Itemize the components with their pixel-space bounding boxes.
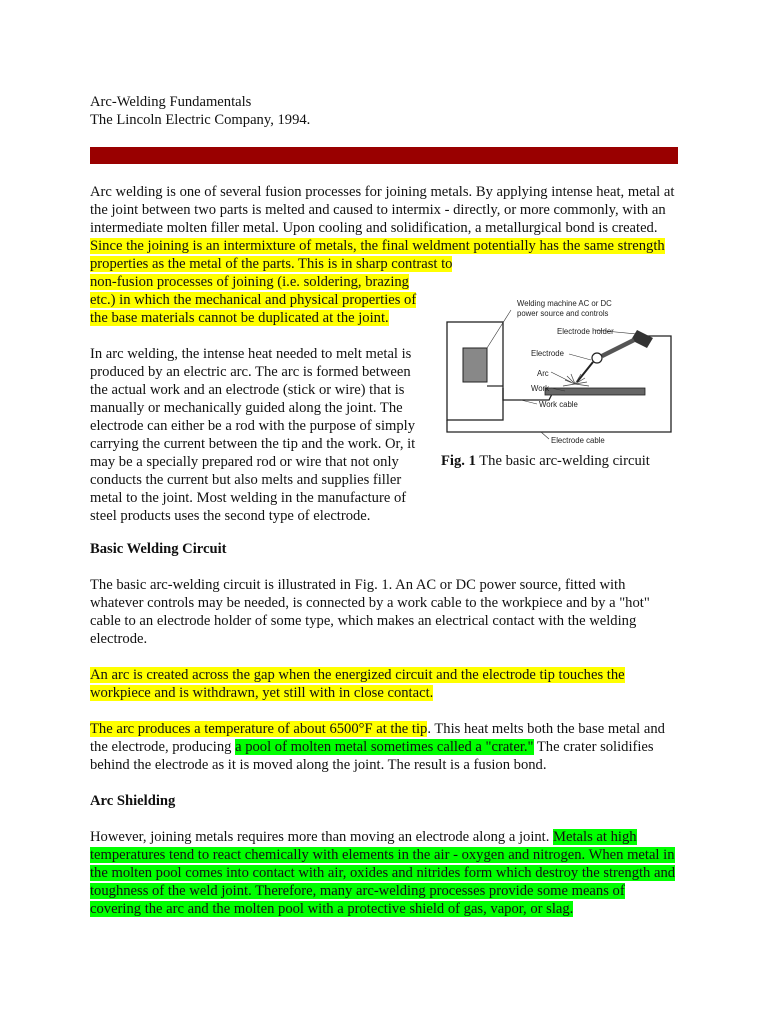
- arc-created-paragraph: [90, 666, 678, 702]
- section-heading-arc-shielding: Arc Shielding: [90, 793, 176, 809]
- figure-caption: [441, 452, 650, 470]
- label-electrode: Electrode: [531, 349, 564, 358]
- arc-paragraph: [90, 345, 430, 525]
- section-heading-basic-circuit: Basic Welding Circuit: [90, 541, 227, 557]
- intro-highlight: Since the joining is an intermixture of metals, the final weldment potentially has the same strength properties as the metal of the parts. This is in sharp contrast to: [90, 238, 665, 272]
- intro-paragraph-continued: [90, 273, 430, 327]
- welding-circuit-figure: [441, 296, 681, 448]
- arc-created-highlight: An arc is created across the gap when the energized circuit and the electrode tip touches the workpiece and is withdrawn, yet still with in close contact.: [90, 667, 625, 701]
- figure-caption-text: The basic arc-welding circuit: [475, 453, 650, 469]
- electrode-holder: [631, 330, 653, 348]
- figure-caption-label: Fig. 1: [441, 453, 476, 469]
- label-machine-line1: Welding machine AC or DC: [517, 299, 612, 308]
- crater-text: The crater solidifies behind the electrode as it is moved along the joint. The result is a fusion bond.: [90, 739, 654, 773]
- basic-circuit-paragraph: The basic arc-welding circuit is illustrated in Fig. 1. An AC or DC power source, fitted with whatever controls may be needed, is connected by a work cable to the workpiece and by a "hot" cable to an electrode holder of some type, which makes an electrical contact with the welding electrode.: [90, 577, 650, 647]
- label-work: Work: [531, 384, 550, 393]
- intro-paragraph: [90, 183, 678, 273]
- crater-highlight: a pool of molten metal sometimes called a "crater.": [235, 739, 534, 755]
- electrode-rod: [577, 362, 593, 382]
- document-source: The Lincoln Electric Company, 1994.: [90, 112, 311, 128]
- arc-temperature-highlight: The arc produces a temperature of about 6500°F at the tip: [90, 721, 428, 737]
- arc-temperature-text: . This heat melts both the base metal and the electrode, producing: [90, 721, 665, 755]
- arc-shielding-text: However, joining metals requires more than moving an electrode along a joint.: [90, 829, 554, 845]
- label-arc: Arc: [537, 369, 549, 378]
- arc-temperature-paragraph: [90, 720, 678, 774]
- power-source: [463, 348, 487, 382]
- workpiece: [545, 388, 645, 395]
- welding-circuit-diagram: [441, 296, 681, 448]
- label-work-cable: Work cable: [539, 400, 578, 409]
- label-machine-line2: power source and controls: [517, 309, 609, 318]
- document-title: Arc-Welding Fundamentals: [90, 94, 252, 110]
- intro-highlight-continued: non-fusion processes of joining (i.e. soldering, brazing etc.) in which the mechanical and physical properties of the base materials cannot be duplicated at the joint.: [90, 274, 417, 326]
- arc-shielding-highlight: Metals at high temperatures tend to react chemically with elements in the air - oxygen and nitrogen. When metal in the molten pool comes into contact with air, oxides and nitrides form which destroy the strength and toughness of the weld joint. Therefore, many arc-welding processes provide some means of covering the arc and the molten pool with a protective shield of gas, vapor, or slag.: [90, 829, 676, 917]
- label-electrode-cable: Electrode cable: [551, 436, 605, 445]
- intro-text: Arc welding is one of several fusion processes for joining metals. By applying intense heat, metal at the joint between two parts is melted and caused to intermix - directly, or more commonly, with an intermediate molten filler metal. Upon cooling and solidification, a metallurgical bond is created.: [90, 184, 675, 236]
- label-electrode-holder: Electrode holder: [557, 327, 614, 336]
- arc-shielding-paragraph: [90, 828, 678, 918]
- divider-bar: [90, 147, 678, 164]
- document-header: [90, 93, 310, 129]
- arc-paragraph-text: In arc welding, the intense heat needed to melt metal is produced by an electric arc. The arc is formed between the actual work and an electrode (stick or wire) that is manually or mechanically guided along the joint. The electrode can either be a rod with the purpose of simply carrying the current between the tip and the work. Or, it may be a specially prepared rod or wire that not only conducts the current but also melts and supplies filler metal to the joint. Most welding in the manufacture of steel products uses the second type of electrode.: [90, 346, 416, 524]
